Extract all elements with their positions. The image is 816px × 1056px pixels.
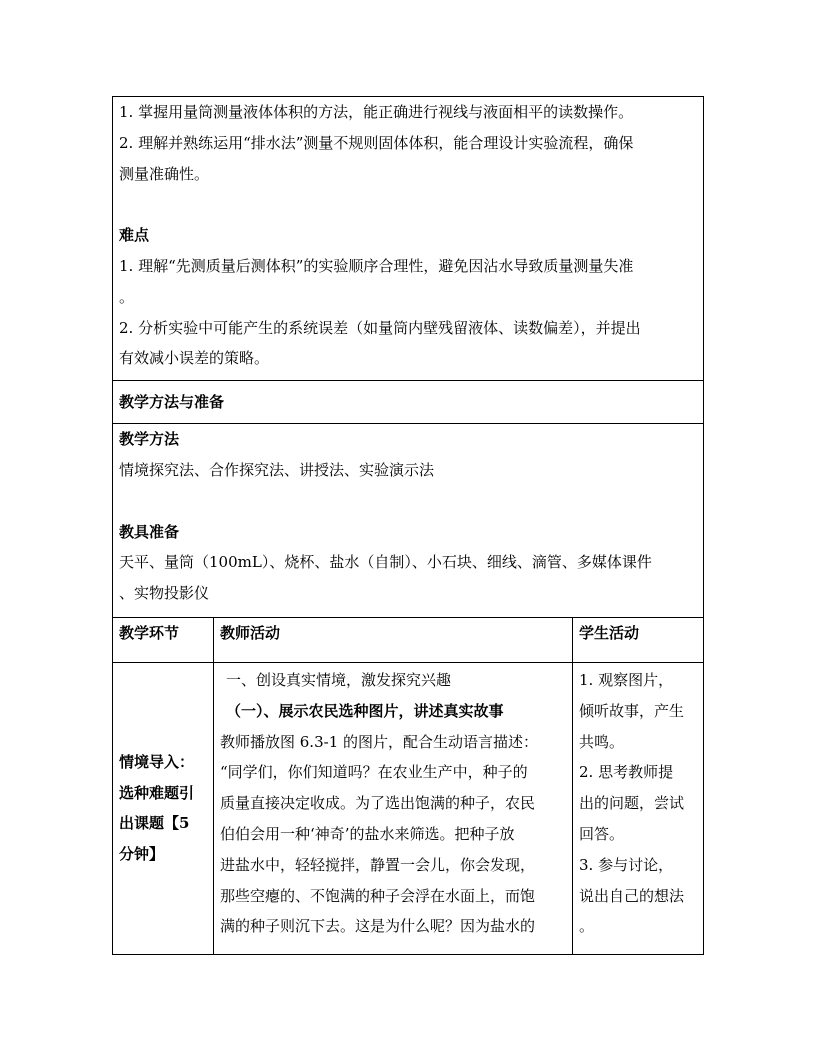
teacher-content (220, 665, 566, 954)
teacher-line: 教师播放图 6.3-1 的图片，配合生动语言描述： (220, 732, 539, 751)
student-line: 倾听故事，产生 (579, 701, 685, 720)
student-cell (573, 662, 704, 954)
objectives-row (113, 97, 704, 381)
lesson-plan-table (112, 96, 704, 955)
stage-line: 出课题【5 (119, 814, 190, 833)
methods-row (113, 424, 704, 618)
methods-section-title: 教学方法与准备 (113, 381, 704, 424)
header-stage: 教学环节 (113, 617, 214, 662)
teacher-line: 质量直接决定收成。为了选出饱满的种子，农民 (220, 794, 536, 813)
difficulty-title: 难点 (119, 226, 150, 245)
teacher-line: 一、创设真实情境，激发探究兴趣 (226, 670, 452, 689)
prep-line: 天平、量筒（100mL）、烧杯、盐水（自制）、小石块、细线、滴管、多媒体课件 (119, 553, 652, 572)
stage-line: 分钟】 (119, 845, 165, 864)
student-line: 。 (579, 917, 595, 936)
header-student: 学生活动 (573, 617, 704, 662)
student-line: 回答。 (579, 824, 625, 843)
student-line: 3. 参与讨论， (579, 855, 674, 874)
teacher-subheading: （一）、展示农民选种图片，讲述真实故事 (226, 701, 504, 720)
method-text: 情境探究法、合作探究法、讲授法、实验演示法 (119, 460, 435, 479)
difficulty-line: 1. 理解“先测质量后测体积”的实验顺序合理性，避免因沾水导致质量测量失准 (119, 256, 634, 275)
blank-line (119, 486, 697, 517)
activity-row (113, 662, 704, 954)
teacher-line: 那些空瘪的、不饱满的种子会浮在水面上，而饱 (220, 886, 536, 905)
blank-line (119, 189, 697, 220)
difficulty-line: 。 (119, 287, 135, 306)
teacher-line: “同学们，你们知道吗？在农业生产中，种子的 (220, 763, 528, 782)
activity-header-row (113, 617, 704, 662)
student-line: 说出自己的想法 (579, 886, 685, 905)
prep-line: 、实物投影仪 (119, 584, 210, 603)
methods-cell (113, 424, 704, 618)
objective-line: 测量准确性。 (119, 164, 210, 183)
teacher-line: 满的种子则沉下去。这是为什么呢？因为盐水的 (220, 917, 536, 936)
objective-line: 1. 掌握用量筒测量液体体积的方法，能正确进行视线与液面相平的读数操作。 (119, 103, 634, 121)
student-line: 出的问题，尝试 (579, 794, 685, 813)
stage-line: 选种难题引 (119, 783, 195, 802)
teacher-cell (214, 662, 573, 954)
student-line: 1. 观察图片， (579, 670, 674, 689)
header-teacher: 教师活动 (214, 617, 573, 662)
student-line: 2. 思考教师提 (579, 763, 674, 782)
difficulty-line: 2. 分析实验中可能产生的系统误差（如量筒内壁残留液体、读数偏差），并提出 (119, 318, 641, 337)
teacher-line: 进盐水中，轻轻搅拌，静置一会儿，你会发现， (220, 855, 536, 874)
methods-title-row (113, 381, 704, 424)
prep-title: 教具准备 (119, 522, 180, 541)
stage-line: 情境导入： (119, 752, 195, 771)
objectives-cell (113, 97, 704, 381)
method-title: 教学方法 (119, 430, 180, 449)
difficulty-line: 有效减小误差的策略。 (119, 349, 270, 368)
stage-cell (113, 662, 214, 954)
lesson-plan-page (112, 96, 703, 955)
teacher-line: 伯伯会用一种‘神奇’的盐水来筛选。把种子放 (220, 824, 515, 843)
objective-line: 2. 理解并熟练运用“排水法”测量不规则固体体积，能合理设计实验流程，确保 (119, 133, 634, 152)
student-line: 共鸣。 (579, 732, 625, 751)
